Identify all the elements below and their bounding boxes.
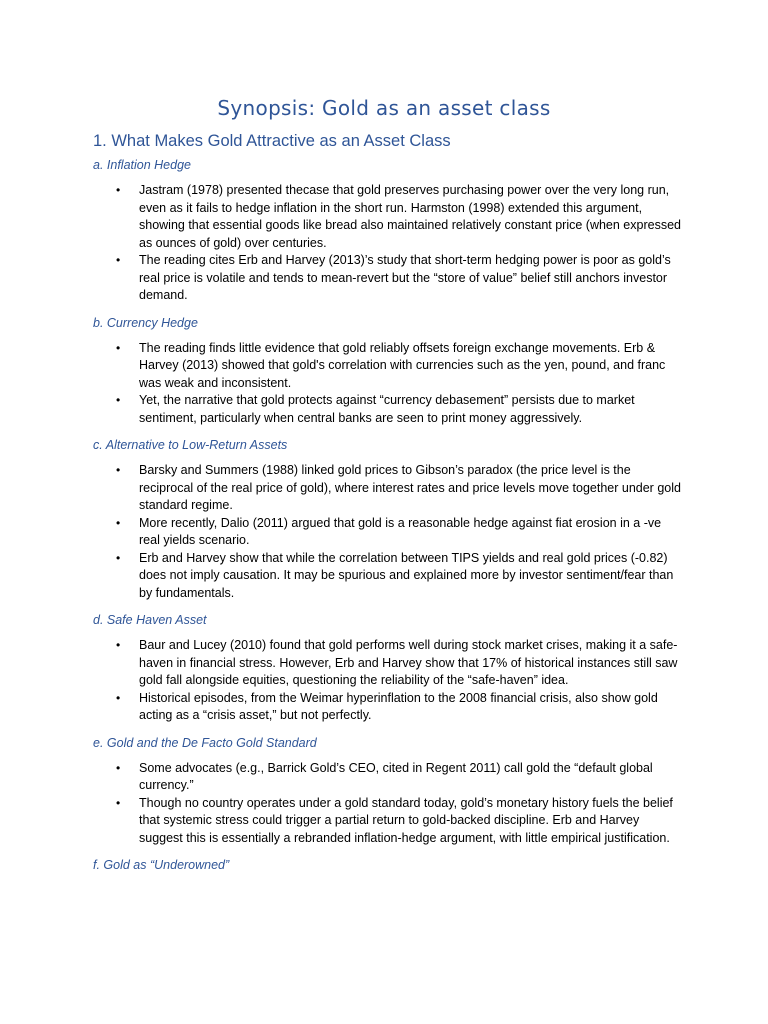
bullet-icon: • <box>116 253 121 267</box>
bullet-item <box>93 637 683 690</box>
bullet-item <box>93 182 683 252</box>
bullet-icon: • <box>116 690 121 705</box>
subsection-heading: e. Gold and the De Facto Gold Standard <box>93 735 317 750</box>
bullet-list <box>93 637 683 725</box>
bullet-icon: • <box>116 463 121 477</box>
document-title: Synopsis: Gold as an asset class <box>217 96 551 120</box>
bullet-list <box>93 340 683 428</box>
bullet-icon: • <box>116 638 121 652</box>
bullet-text: Baur and Lucey (2010) found that gold performs well during stock market crises, making it a safe-haven in financial stress. However, Erb and Harvey show that 17% of historical instances still saw gold fall alongside equities, questioning the reliability of the “safe-haven” idea. <box>139 638 678 687</box>
bullet-text: Jastram (1978) presented thecase that gold preserves purchasing power over the very long run, even as it fails to hedge inflation in the short run. Harmston (1998) extended this argument, showing that essential goods like bread also maintained relatively constant price (when expressed as ounces of gold) over centuries. <box>139 183 681 250</box>
bullet-item <box>93 795 683 848</box>
bullet-text: Erb and Harvey show that while the correlation between TIPS yields and real gold prices (-0.82) does not imply causation. It may be spurious and explained more by investor sentiment/fear than by fundamentals. <box>139 550 674 600</box>
bullet-item <box>93 462 683 515</box>
bullet-text: Historical episodes, from the Weimar hyperinflation to the 2008 financial crisis, also show gold acting as a “crisis asset,” but not perfectly. <box>139 690 658 722</box>
bullet-icon: • <box>116 515 121 530</box>
bullet-list <box>93 182 683 305</box>
bullet-icon: • <box>116 393 121 407</box>
bullet-text: Though no country operates under a gold standard today, gold’s monetary history fuels the belief that systemic stress could trigger a partial return to gold-backed discipline. Erb and Harvey suggest this is essentially a rebranded inflation-hedge argument, with little empirical justification. <box>139 795 673 845</box>
bullet-list <box>93 462 683 602</box>
bullet-item <box>93 340 683 393</box>
bullet-text: Yet, the narrative that gold protects against “currency debasement” persists due to market sentiment, particularly when central banks are seen to print money aggressively. <box>139 393 635 425</box>
section-heading: 1. What Makes Gold Attractive as an Asset Class <box>93 132 451 150</box>
bullet-icon: • <box>116 550 121 565</box>
subsection-heading: a. Inflation Hedge <box>93 158 191 172</box>
bullet-icon: • <box>116 760 121 775</box>
subsection-heading: d. Safe Haven Asset <box>93 613 207 627</box>
subsections <box>93 157 683 873</box>
bullet-item <box>93 392 683 427</box>
bullet-item <box>93 760 683 795</box>
bullet-text: Some advocates (e.g., Barrick Gold’s CEO, cited in Regent 2011) call gold the “default global currency.” <box>139 760 653 792</box>
bullet-icon: • <box>116 795 121 810</box>
document-body <box>93 131 683 882</box>
bullet-text: The reading cites Erb and Harvey (2013)’s study that short-term hedging power is poor as gold’s real price is volatile and tends to mean-revert but the “store of value” belief still anchors investor demand. <box>139 253 671 302</box>
subsection-heading: b. Currency Hedge <box>93 315 198 330</box>
bullet-list <box>93 760 683 848</box>
bullet-item <box>93 515 683 550</box>
bullet-item <box>93 550 683 603</box>
bullet-icon: • <box>116 183 121 197</box>
bullet-text: Barsky and Summers (1988) linked gold prices to Gibson’s paradox (the price level is the reciprocal of the real price of gold), where interest rates and price levels move together under gold standard regime. <box>139 463 681 512</box>
bullet-text: The reading finds little evidence that gold reliably offsets foreign exchange movements. Erb & Harvey (2013) showed that gold's correlation with currencies such as the yen, pound, and franc was weak and inconsistent. <box>139 340 666 390</box>
bullet-item <box>93 252 683 305</box>
bullet-icon: • <box>116 340 121 355</box>
bullet-text: More recently, Dalio (2011) argued that gold is a reasonable hedge against fiat erosion in a -ve real yields scenario. <box>139 515 662 547</box>
subsection-heading: c. Alternative to Low-Return Assets <box>93 438 288 452</box>
subsection-heading: f. Gold as “Underowned” <box>93 858 230 872</box>
bullet-item <box>93 690 683 725</box>
